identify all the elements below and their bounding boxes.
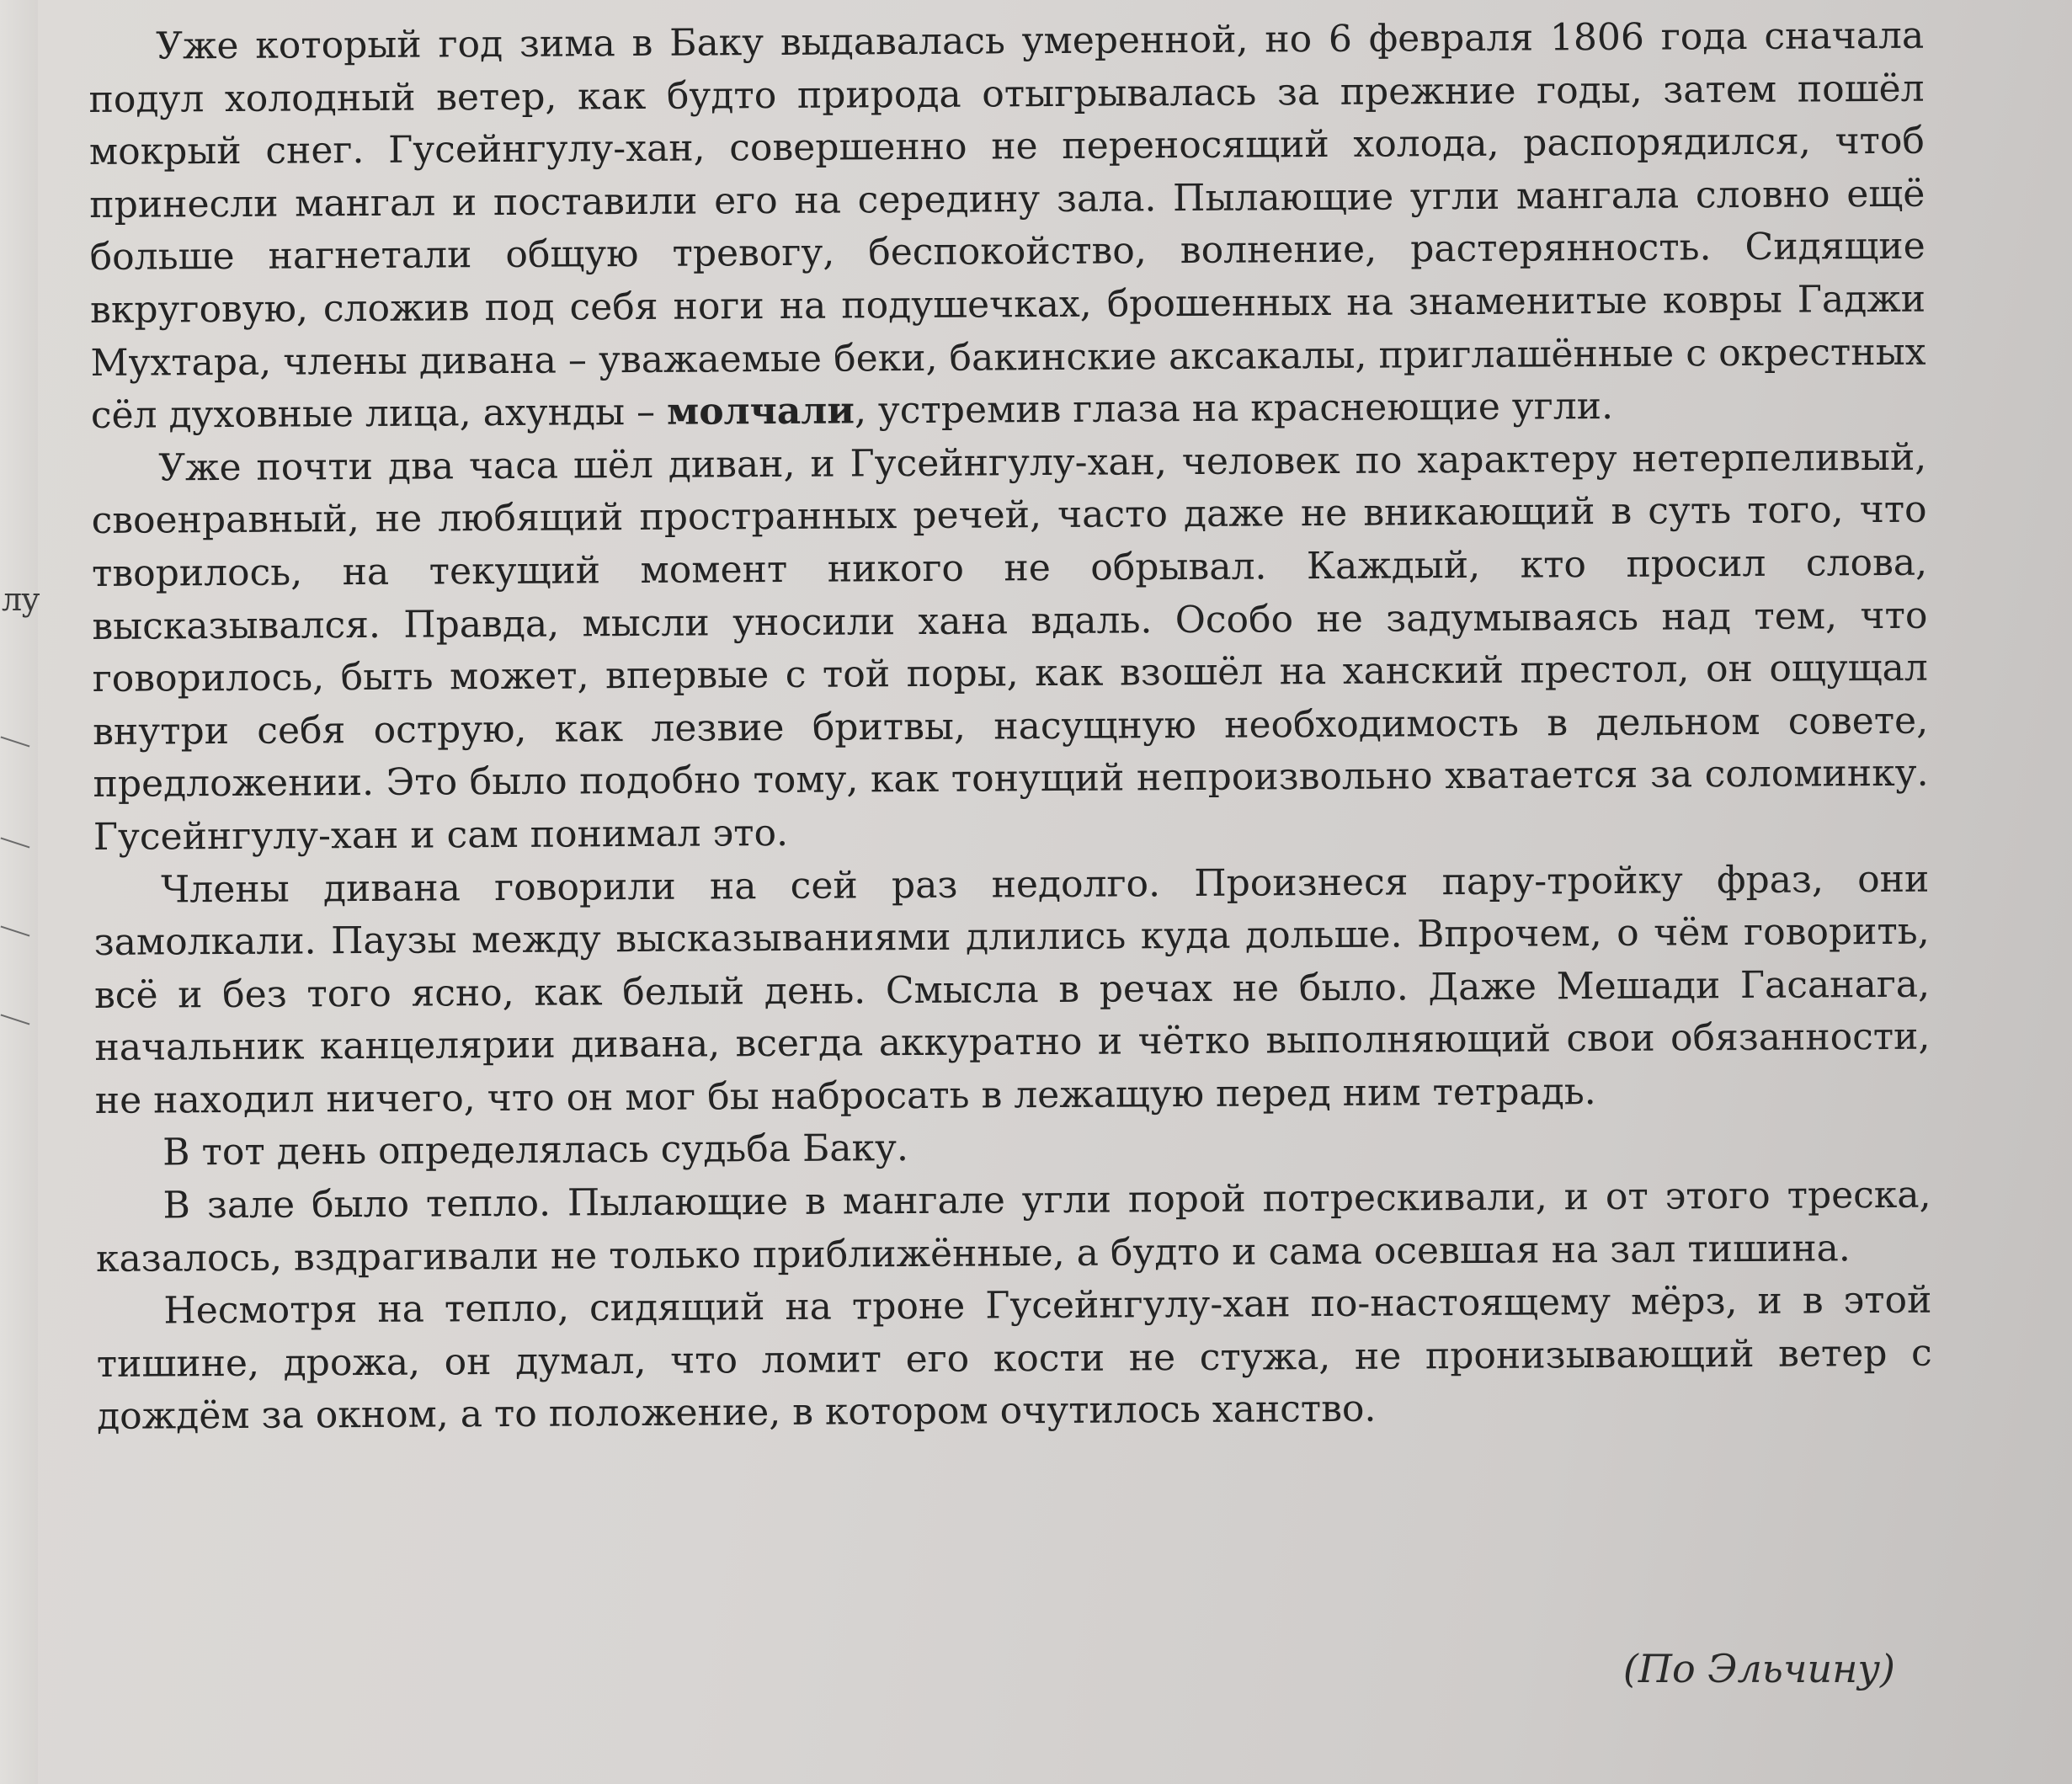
paragraph-1 [88,10,1926,443]
attribution: (По Эльчину) [1622,1646,1895,1691]
paragraph-4: В тот день определялась судьба Баку. [162,1126,909,1174]
story-text [88,10,1932,1444]
bold-word: молчали [666,389,855,434]
book-page [38,0,2072,1784]
paragraph-1-end: , устремив глаза на краснеющие угли. [854,385,1614,433]
left-margin-fragment: лу [2,581,40,618]
paragraph-2: Уже почти два часа шёл диван, и Гусейнгулу-хан, человек по характеру нетерпеливый, своенравный, не любящий пространных речей, часто даже не вникающий в суть того, что творилось, на текущий момент никого не обрывал. Каждый, кто просил слова, высказывался. Правда, мысли уносили хана вдаль. Особо не задумываясь над тем, что говорилось, быть может, впервые с той поры, как взошёл на ханский престол, он ощущал внутри себя острую, как лезвие бритвы, насущную необходимость в дельном совете, предложении. Это было подобно тому, как тонущий непроизвольно хватается за соломинку. Гусейнгулу-хан и сам понимал это. [91,435,1929,859]
paragraph-6: Несмотря на тепло, сидящий на троне Гусейнгулу-хан по-настоящему мёрз, и в этой тишине, дрожа, он думал, что ломит его кости не стужа, не пронизывающий ветер с дождём за окном, а то положение, в котором очутилось ханство. [96,1278,1932,1439]
paragraph-1-text: Уже который год зима в Баку выдавалась умеренной, но 6 февраля 1806 года сначала подул холодный ветер, как будто природа отыгрывалась за прежние годы, затем пошёл мокрый снег. Гусейнгулу-хан, совершенно не переносящий холода, распорядился, чтоб принесли мангал и поставили его на середину зала. Пылающие угли мангала словно ещё больше нагнетали общую тревогу, беспокойство, волнение, растерянность. Сидящие вкруговую, сложив под себя ноги на подушечках, брошенных на знаменитые ковры Гаджи Мухтара, члены дивана – уважаемые беки, бакинские аксакалы, приглашённые с окрестных сёл духовные лица, ахунды – [88,13,1926,438]
paragraph-5: В зале было тепло. Пылающие в мангале угли порой потрескивали, и от этого треска, казалось, вздрагивали не только приближённые, а будто и сама осевшая на зал тишина. [95,1173,1931,1281]
paragraph-3: Члены дивана говорили на сей раз недолго. Произнеся пару-тройку фраз, они замолкали. Паузы между высказываниями длились куда дольше. Впрочем, о чём говорить, всё и без того ясно, как белый день. Смысла в речах не было. Даже Мешади Гасанага, начальник канцелярии дивана, всегда аккуратно и чётко выполняющий свои обязанности, не находил ничего, что он мог бы набросать в лежащую перед ним тетрадь. [93,857,1931,1122]
